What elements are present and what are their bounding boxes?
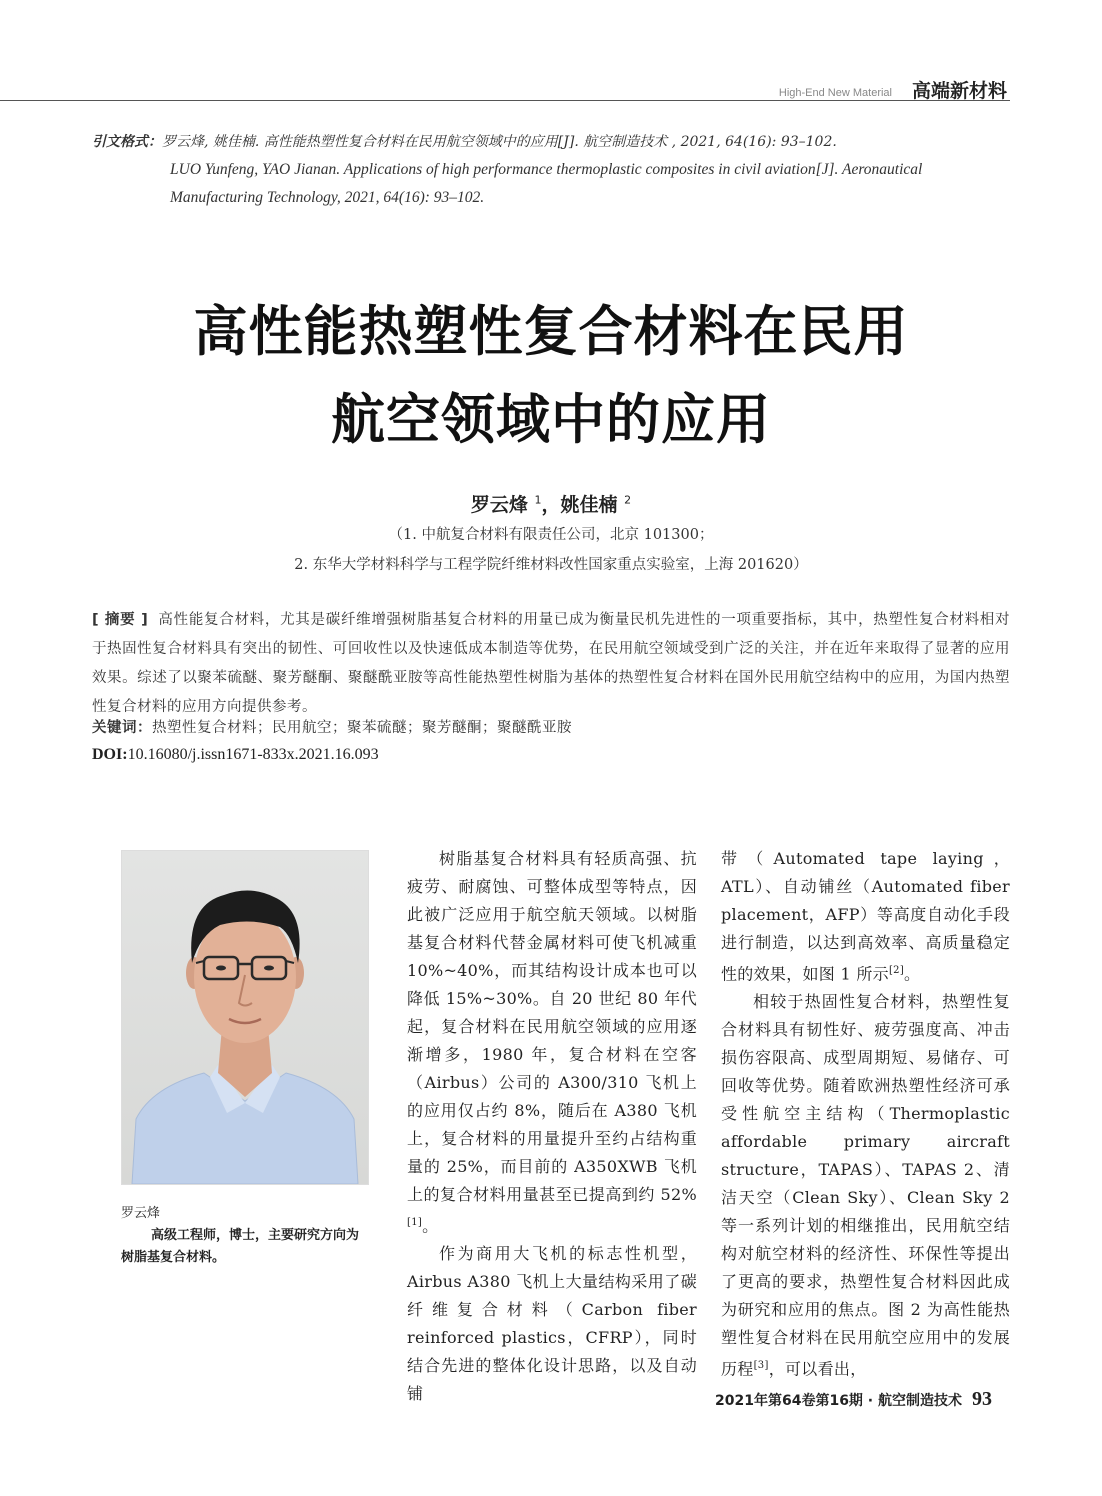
paper-title-line-1: 高性能热塑性复合材料在民用 [193,300,909,363]
header-rule [0,100,1010,101]
keywords [92,716,1010,737]
author-bio-name: 罗云烽 [121,1206,161,1221]
body-paragraph [407,845,697,1240]
author-portrait-graphic [122,851,368,1184]
affiliation-2: 2. 东华大学材料科学与工程学院纤维材料改性国家重点实验室，上海 201620） [294,557,808,573]
author-1: 罗云烽 [470,494,528,516]
citation-en-line-1: LUO Yunfeng, YAO Jianan. Applications of high performance thermoplastic composites in civil aviation[J]. Aeronautical [170,161,923,178]
paper-title [0,288,1102,464]
keywords-text: 热塑性复合材料；民用航空；聚苯硫醚；聚芳醚酮；聚醚酰亚胺 [152,720,572,736]
author-photo [121,850,369,1185]
footer-journal: 2021年第64卷第16期 · 航空制造技术 [715,1393,962,1409]
citation-label: 引文格式： [92,134,162,150]
author-1-affil: 1 [534,493,542,507]
abstract-text: 高性能复合材料，尤其是碳纤维增强树脂基复合材料的用量已成为衡量民机先进性的一项重要指标，其中，热塑性复合材料相对于热固性复合材料具有突出的韧性、可回收性以及快速低成本制造等优势，在民用航空领域受到广泛的关注，并在近年来取得了显著的应用效果。综述了以聚苯硫醚、聚芳醚酮、聚醚酰亚胺等高性能热塑性树脂为基体的热塑性复合材料在国外民用航空结构中的应用，为国内热塑性复合材料的应用方向提供参考。 [92,612,1010,715]
body-text: 相较于热固性复合材料，热塑性复合材料具有韧性好、疲劳强度高、冲击损伤容限高、成型周期短、易储存、可回收等优势。随着欧洲热塑性经济可承受性航空主结构（Thermoplastic affordable primary aircraft structure，TAPAS）、TAPAS 2、清洁天空（Clean Sky）、Clean Sky 2 等一系列计划的相继推出，民用航空结构对航空材料的经济性、环保性等提出了更高的要求，热塑性复合材料因此成为研究和应用的焦点。图 2 为高性能热塑性复合材料在民用航空应用中的发展历程 [721,992,1010,1379]
author-bio-desc: 高级工程师，博士，主要研究方向为树脂基复合材料。 [121,1228,360,1265]
citation-ref[interactable]: [3] [753,1360,769,1372]
paper-title-line-2: 航空领域中的应用 [331,388,771,451]
body-text: 带（Automated tape laying，ATL）、自动铺丝（Automated fiber placement，AFP）等高度自动化手段进行制造，以达到高效率、高质量稳定性的效果，如图 1 所示 [721,849,1010,984]
header-section-en: High-End New Material [778,87,892,99]
header-section-cn: 高端新材料 [911,80,1007,102]
body-column-left [407,845,697,1408]
abstract-label: [ 摘要 ] [92,612,149,628]
page-number: 93 [972,1388,992,1410]
abstract [92,606,1010,722]
citation-ref[interactable]: [1] [407,1217,423,1228]
body-text: 。 [422,1216,439,1236]
author-2: 姚佳楠 [560,494,618,516]
citation-ref[interactable]: [2] [888,965,905,976]
doi-label: DOI: [92,746,128,763]
keywords-label: 关键词： [92,720,152,736]
body-paragraph: 作为商用大飞机的标志性机型，Airbus A380 飞机上大量结构采用了碳纤维复合材料（Carbon fiber reinforced plastics，CFRP），同时结合先进的整体化设计思路，以及自动铺 [407,1244,697,1404]
citation-cn-line [92,128,1012,156]
citation-en-line-2: Manufacturing Technology, 2021, 64(16): 93–102. [170,189,485,206]
doi-value: 10.16080/j.issn1671-833x.2021.16.093 [127,746,379,763]
page-footer [715,1388,992,1411]
body-column-right [721,845,1010,1384]
author-bio [121,1203,371,1269]
body-paragraph [721,845,1010,988]
body-text: ，可以看出， [768,1359,867,1379]
author-2-affil: 2 [624,493,632,507]
citation-cn: 罗云烽, 姚佳楠. 高性能热塑性复合材料在民用航空领域中的应用[J]. 航空制造技术 , 2021, 64(16): 93–102. [162,134,837,150]
body-text: 。 [904,964,921,984]
affiliation-1: （1. 中航复合材料有限责任公司，北京 101300； [388,527,714,543]
body-paragraph [721,988,1010,1383]
author-separator: ， [541,494,561,516]
citation-block [92,128,1012,212]
body-text: 树脂基复合材料具有轻质高强、抗疲劳、耐腐蚀、可整体成型等特点，因此被广泛应用于航空航天领域。以树脂基复合材料代替金属材料可使飞机减重 10%~40%，而其结构设计成本也可以降低 15%~30%。自 20 世纪 80 年代起，复合材料在民用航空领域的应用逐渐增多，1980 年，复合材料在空客（Airbus）公司的 A300/310 飞机上的应用仅占约 8%，随后在 A380 飞机上，复合材料的用量提升至约占结构重量的 25%，而目前的 A350XWB 飞机上的复合材料用量甚至已提高到约 52% [407,849,697,1204]
doi [92,746,379,764]
authors [0,490,1102,517]
